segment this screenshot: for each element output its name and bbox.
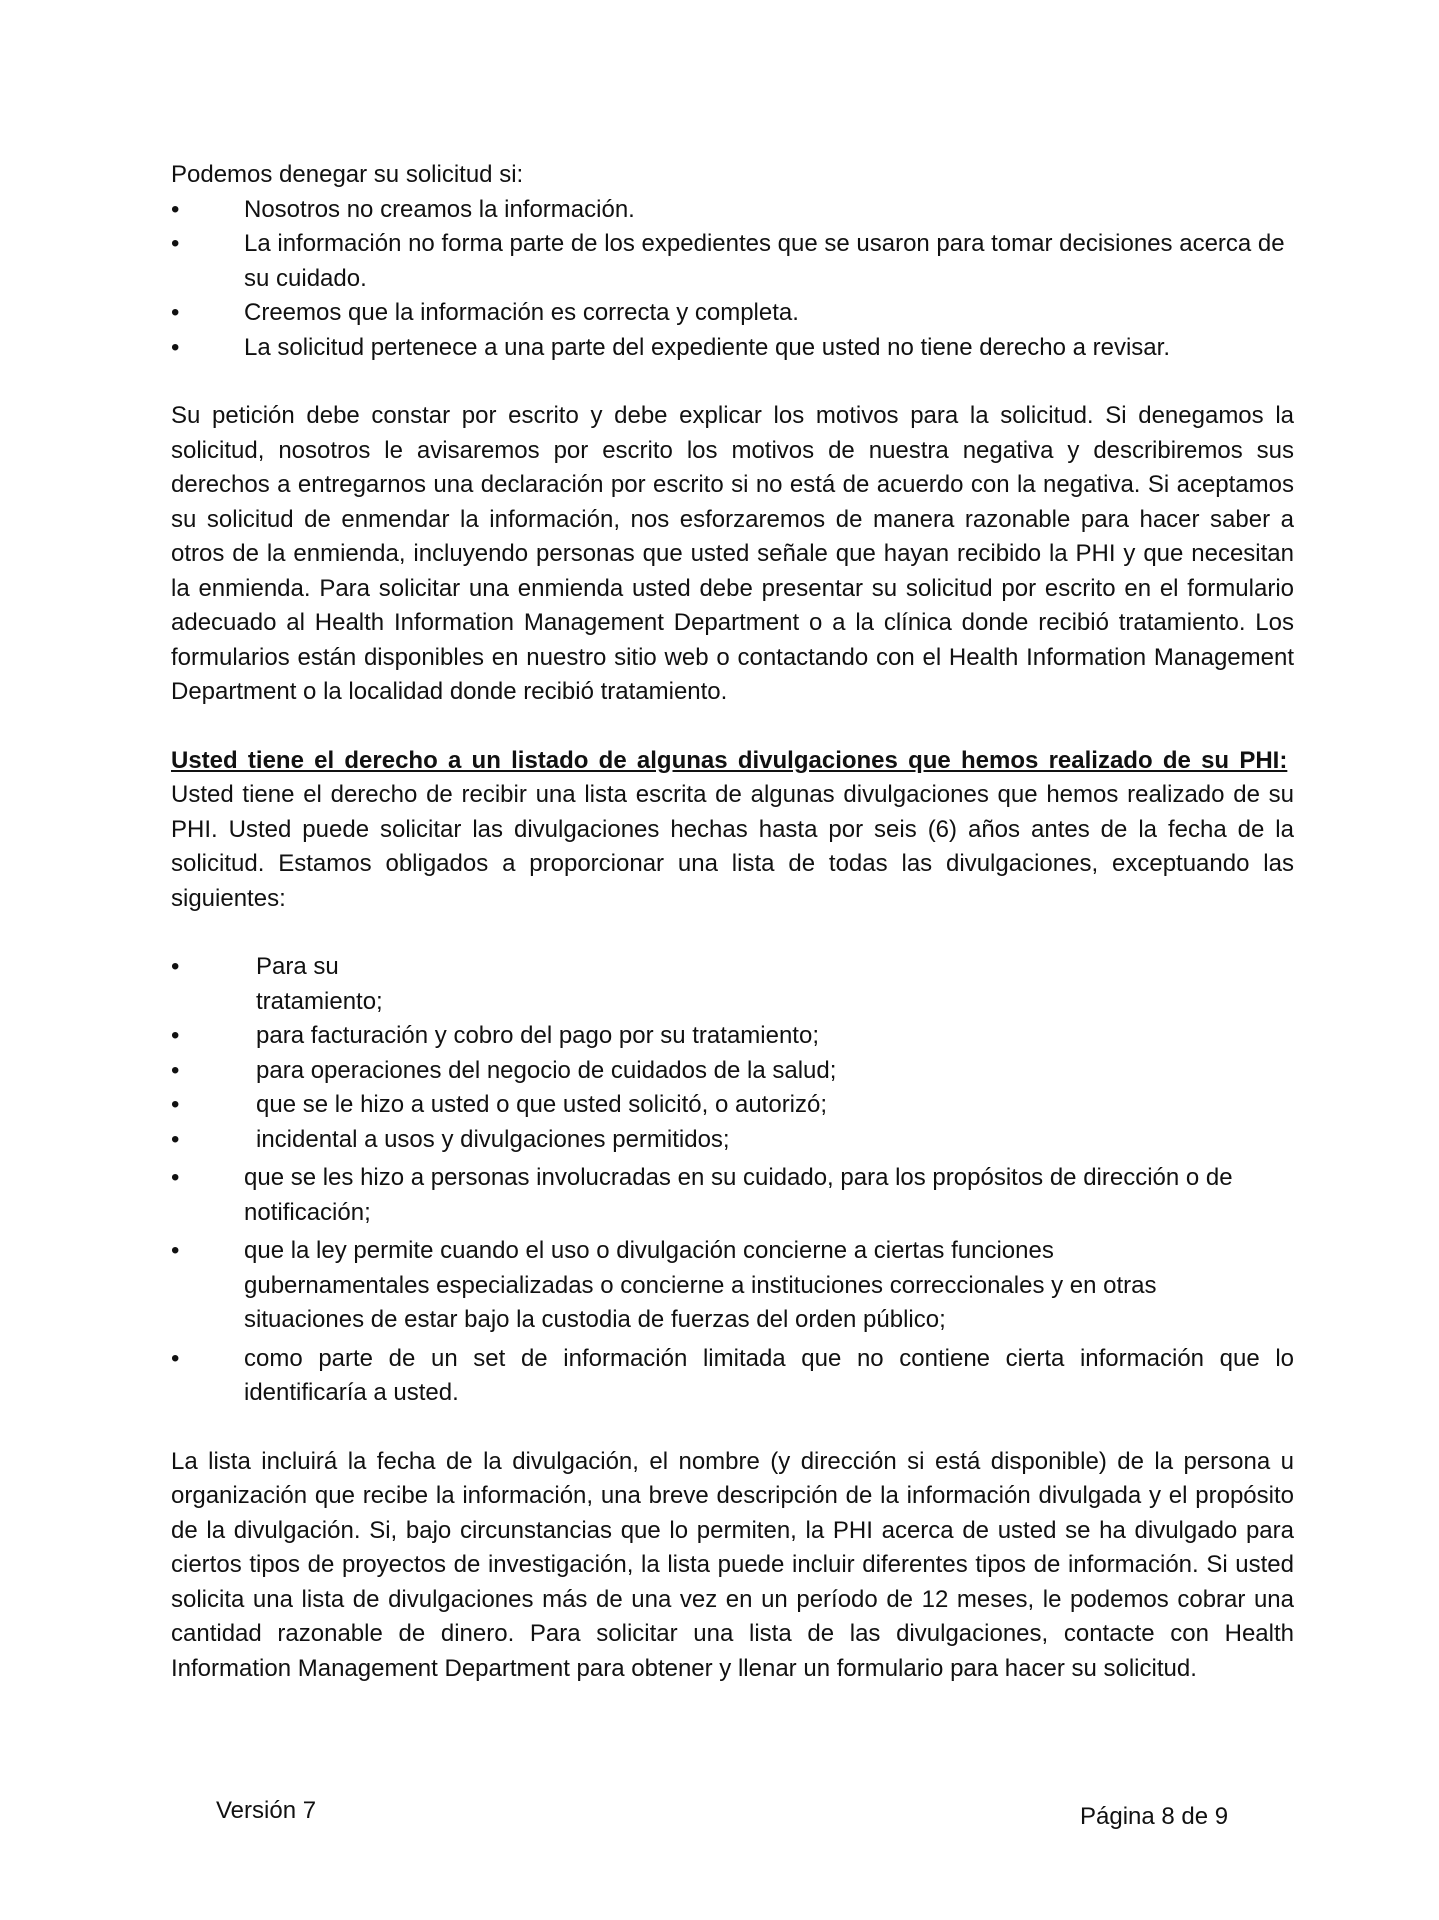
list-item: • La solicitud pertenece a una parte del expediente que usted no tiene derecho a revisar.: [171, 331, 1294, 366]
exceptions-list-a: [171, 950, 1294, 1157]
list-item: • Nosotros no creamos la información.: [171, 193, 1294, 228]
list-item: • para facturación y cobro del pago por su tratamiento;: [171, 1019, 1294, 1054]
exceptions-list-b: [171, 1161, 1294, 1411]
list-item: • incidental a usos y divulgaciones permitidos;: [171, 1123, 1294, 1158]
amendment-paragraph: Su petición debe constar por escrito y debe explicar los motivos para la solicitud. Si denegamos la solicitud, nosotros le avisaremos por escrito los motivos de nuestra negativa y describiremos sus derechos a entregarnos una declaración por escrito si no está de acuerdo con la negativa. Si aceptamos su solicitud de enmendar la información, nos esforzaremos de manera razonable para hacer saber a otros de la enmienda, incluyendo personas que usted señale que hayan recibido la PHI y que necesitan la enmienda. Para solicitar una enmienda usted debe presentar su solicitud por escrito en el formulario adecuado al Health Information Management Department o a la clínica donde recibió tratamiento. Los formularios están disponibles en nuestro sitio web o contactando con el Health Information Management Department o la localidad donde recibió tratamiento.: [171, 402, 1294, 705]
list-item: • La información no forma parte de los expedientes que se usaron para tomar decisiones acerca de su cuidado.: [171, 227, 1294, 296]
list-item: • que la ley permite cuando el uso o divulgación concierne a ciertas funciones gubernamentales especializadas o concierne a instituciones correccionales y en otras situaciones de estar bajo la custodia de fuerzas del orden público;: [171, 1234, 1294, 1338]
list-item: • como parte de un set de información limitada que no contiene cierta información que lo identificaría a usted.: [171, 1342, 1294, 1411]
deny-intro: Podemos denegar su solicitud si:: [171, 161, 524, 188]
list-contents-paragraph: La lista incluirá la fecha de la divulgación, el nombre (y dirección si está disponible) de la persona u organización que recibe la información, una breve descripción de la información divulgada y el propósito de la divulgación. Si, bajo circunstancias que lo permiten, la PHI acerca de usted se ha divulgado para ciertos tipos de proyectos de investigación, la lista puede incluir diferentes tipos de información. Si usted solicita una lista de divulgaciones más de una vez en un período de 12 meses, le podemos cobrar una cantidad razonable de dinero. Para solicitar una lista de las divulgaciones, contacte con Health Information Management Department para obtener y llenar un formulario para hacer su solicitud.: [171, 1447, 1294, 1682]
version-label: Versión 7: [216, 1797, 317, 1824]
disclosures-intro: Usted tiene el derecho de recibir una lista escrita de algunas divulgaciones que hemos realizado de su PHI. Usted puede solicitar las divulgaciones hechas hasta por seis (6) años antes de la fecha de la solicitud. Estamos obligados a proporcionar una lista de todas las divulgaciones, exceptuando las siguientes:: [171, 781, 1294, 912]
deny-reasons-list: [171, 193, 1294, 366]
list-item: • Creemos que la información es correcta y completa.: [171, 296, 1294, 331]
list-item: • para operaciones del negocio de cuidados de la salud;: [171, 1054, 1294, 1089]
list-item: • que se les hizo a personas involucradas en su cuidado, para los propósitos de dirección o de notificación;: [171, 1161, 1294, 1230]
section-heading: Usted tiene el derecho a un listado de algunas divulgaciones que hemos realizado de su PHI:: [171, 746, 1288, 774]
list-item: • Para su tratamiento;: [171, 950, 356, 1019]
page-number: Página 8 de 9: [1080, 1803, 1229, 1830]
disclosures-intro-paragraph: [171, 744, 1294, 917]
list-item: • que se le hizo a usted o que usted solicitó, o autorizó;: [171, 1088, 1294, 1123]
document-body: [171, 158, 1294, 1686]
